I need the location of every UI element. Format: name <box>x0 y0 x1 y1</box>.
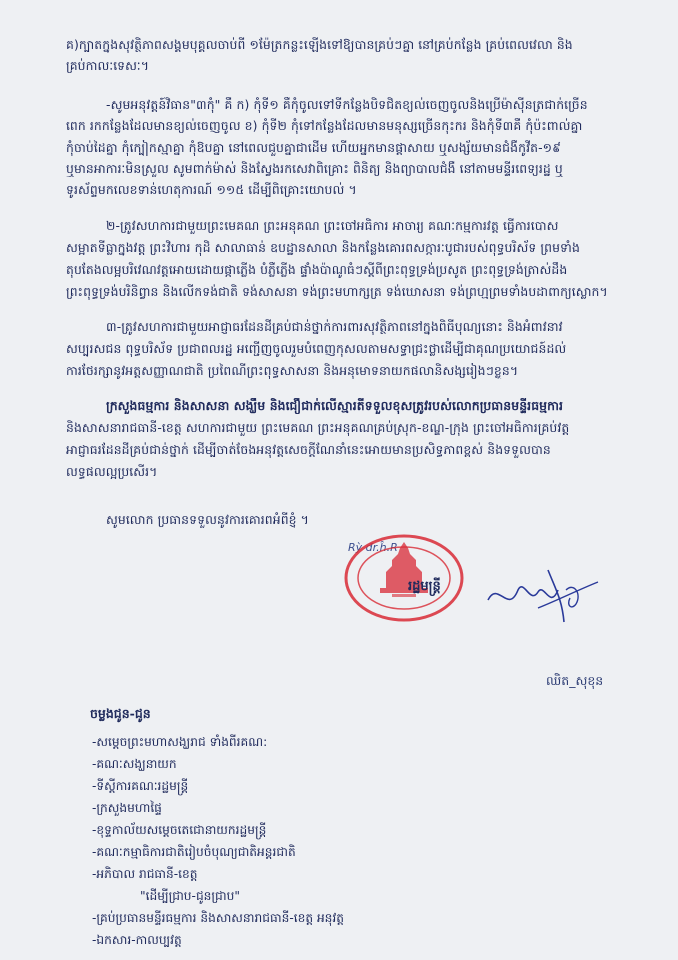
list-item: -គ្រប់ប្រធានមន្ទីរធម្មការ និងសាសនារាជធានី-ខេត្ត អនុវត្ត <box>92 911 345 925</box>
p5-line-3: អាជ្ញាធរដែនដីគ្រប់ជាន់ថ្នាក់ ដើម្បីចាត់ចែងអនុវត្តសេចក្តីណែនាំនេះអោយមានប្រសិទ្ធភាពខ្ពស់ និងទទួលបាន <box>66 442 551 457</box>
list-item: -ឯកសារ-កាលប្បវត្ត <box>92 933 182 947</box>
p2-line-1: -សូមអនុវត្តន៍វិធាន"៣កុំ" គឺ ក) កុំទី១ គឺកុំចូលទៅទីកន្លែងបិទជិតខ្យល់ចេញចូលនិងប្រើម៉ាស៊ីនត្រជាក់ច្រើន <box>106 97 588 112</box>
p4-line-3: ការថែរក្សានូវអត្តសញ្ញាណជាតិ ប្រពៃណីព្រះពុទ្ធសាសនា និងអនុមោទនាយកផលានិសង្សរៀងៗខ្លួន។ <box>66 363 519 378</box>
list-item: -ក្រសួងមហាផ្ទៃ <box>92 801 162 815</box>
handwritten-signature <box>478 560 618 630</box>
p5-line-1: ក្រសួងធម្មការ និងសាសនា សង្ឃឹម និងជឿជាក់លើស្មារតីទទួលខុសត្រូវរបស់លោកប្រធានមន្ទីរធម្មការ <box>106 398 564 413</box>
p5-line-4: លទ្ធផលល្អប្រសើរ។ <box>66 464 158 479</box>
list-item: -គណៈសង្ឃនាយក <box>92 757 177 771</box>
list-item: -អភិបាល រាជធានី-ខេត្ត <box>92 867 198 881</box>
p1-line-1: គ)ក្បាតក្នុងសុវត្ថិភាពសង្គមបុគ្គលចាប់ពី ១ម៉ែត្រកន្លះឡើងទៅឱ្យបានគ្រប់ៗគ្នា នៅគ្រប់កន្លែង គ្រប់ពេលវេលា និង <box>66 37 573 52</box>
p4-line-2: សប្បុរសជន ពុទ្ធបរិស័ទ ប្រជាពលរដ្ឋ អញ្ជើញចូលរួមបំពេញកុសលតាមសទ្ធាជ្រះថ្លាដើម្បីជាគុណប្រយោជន៍ដល់ <box>66 341 567 356</box>
inline-handwritten-note: Rỳ đr.ĥ.R <box>348 541 398 554</box>
p4-line-1: ៣-ត្រូវសហការជាមួយអាជ្ញាធរដែនដីគ្រប់ជាន់ថ្នាក់ការពារសុវត្ថិភាពនៅក្នុងពិធីបុណ្យនោះ និងអំពាវនាវ <box>106 319 563 334</box>
p2-line-2: ពេក រកកន្លែងដែលមានខ្យល់ចេញចូល ខ) កុំទី២ កុំទៅកន្លែងដែលមានមនុស្សច្រើនកុះករ និងកុំទី៣គឺ កុំប៉ះពាល់គ្នា <box>66 118 583 133</box>
list-item: -ទីស្តីការគណៈរដ្ឋមន្ត្រី <box>92 779 189 793</box>
p3-line-1: ២-ត្រូវសហការជាមួយព្រះមេគណ ព្រះអនុគណ ព្រះចៅអធិការ អាចារ្យ គណៈកម្មការវត្ត ធ្វើការបោស <box>106 218 559 233</box>
p2-line-4: ឬមានអាការៈមិនស្រួល សូមពាក់ម៉ាស់ និងស្វែងរកសេវាពិគ្រោះ ពិនិត្យ និងព្យាបាលជំងឺ នៅតាមមន្ទីរពេទ្យរដ្ឋ ឬ <box>66 161 563 176</box>
official-seal-stamp <box>342 532 466 622</box>
p2-line-5: ទូរស័ព្ទមកលេខទាន់ហេតុការណ៍ ១១៥ ដើម្បីពិគ្រោះយោបល់ ។ <box>66 182 357 197</box>
list-item: -ខុទ្ទកាល័យសម្តេចតេជោនាយករដ្ឋមន្ត្រី <box>92 823 267 837</box>
signatory-name: ឈិត_សុខុន <box>546 673 604 688</box>
closing-line: សូមលោក ប្រធានទទួលនូវការគោរពអំពីខ្ញុំ ។ <box>106 512 309 527</box>
p3-line-2: សម្អាតទីធ្លាក្នុងវត្ត ព្រះវិហារ កុដិ សាលាធាន់ ឧបដ្ឋានសាលា និងកន្លែងគោរពសក្ការៈបូជារបស់ពុទ្ធបរិស័ទ ព្រមទាំង <box>66 240 580 255</box>
p3-line-4: ព្រះពុទ្ធទ្រង់បរិនិព្វាន និងលើកទង់ជាតិ ទង់សាសនា ទង់ព្រះមហាក្សត្រ ទង់ឃោសនា ទង់ព្រហ្មព្រមទាំងបដាពាក្យស្លោក។ <box>66 284 608 299</box>
list-item: -សម្តេចព្រះមហាសង្ឃរាជ ទាំងពីរគណ: <box>92 735 268 749</box>
list-item: "ដើម្បីជ្រាប-ជូនជ្រាប" <box>140 889 240 903</box>
p5-line-2: និងសាសនារាជធានី-ខេត្ត សហការជាមួយ ព្រះមេគណ ព្រះអនុគណគ្រប់ស្រុក-ខណ្ឌ-ក្រុង ព្រះចៅអធិការគ្រប់វត្ត <box>66 420 570 435</box>
distribution-title: ចម្លងជូន-ជូន <box>90 706 151 721</box>
signatory-title: រដ្ឋមន្ត្រី <box>408 579 441 594</box>
p2-line-3: កុំចាប់ដៃគ្នា កុំក្បៀកស្មាគ្នា កុំឱបគ្នា នៅពេលជួបគ្នាជាដើម ហើយអ្នកមានផ្តាសាយ ឬសង្ស័យមានជំងឺកូវីត-១៩ <box>66 140 562 155</box>
p3-line-3: តុបតែងលម្អបរិវេណវត្តអោយដោយផ្កាភ្លើង បំភ្លឺភ្លើង ផ្ទាំងប៉ាណូធំៗស្តីពីព្រះពុទ្ធទ្រង់ប្រសូត ព្រះពុទ្ធទ្រង់ត្រាស់ដឹង <box>66 262 568 277</box>
p1-line-2: គ្រប់កាលៈទេសៈ។ <box>66 58 150 73</box>
list-item: -គណៈកម្មាធិការជាតិរៀបចំបុណ្យជាតិអន្តរជាតិ <box>92 845 296 859</box>
